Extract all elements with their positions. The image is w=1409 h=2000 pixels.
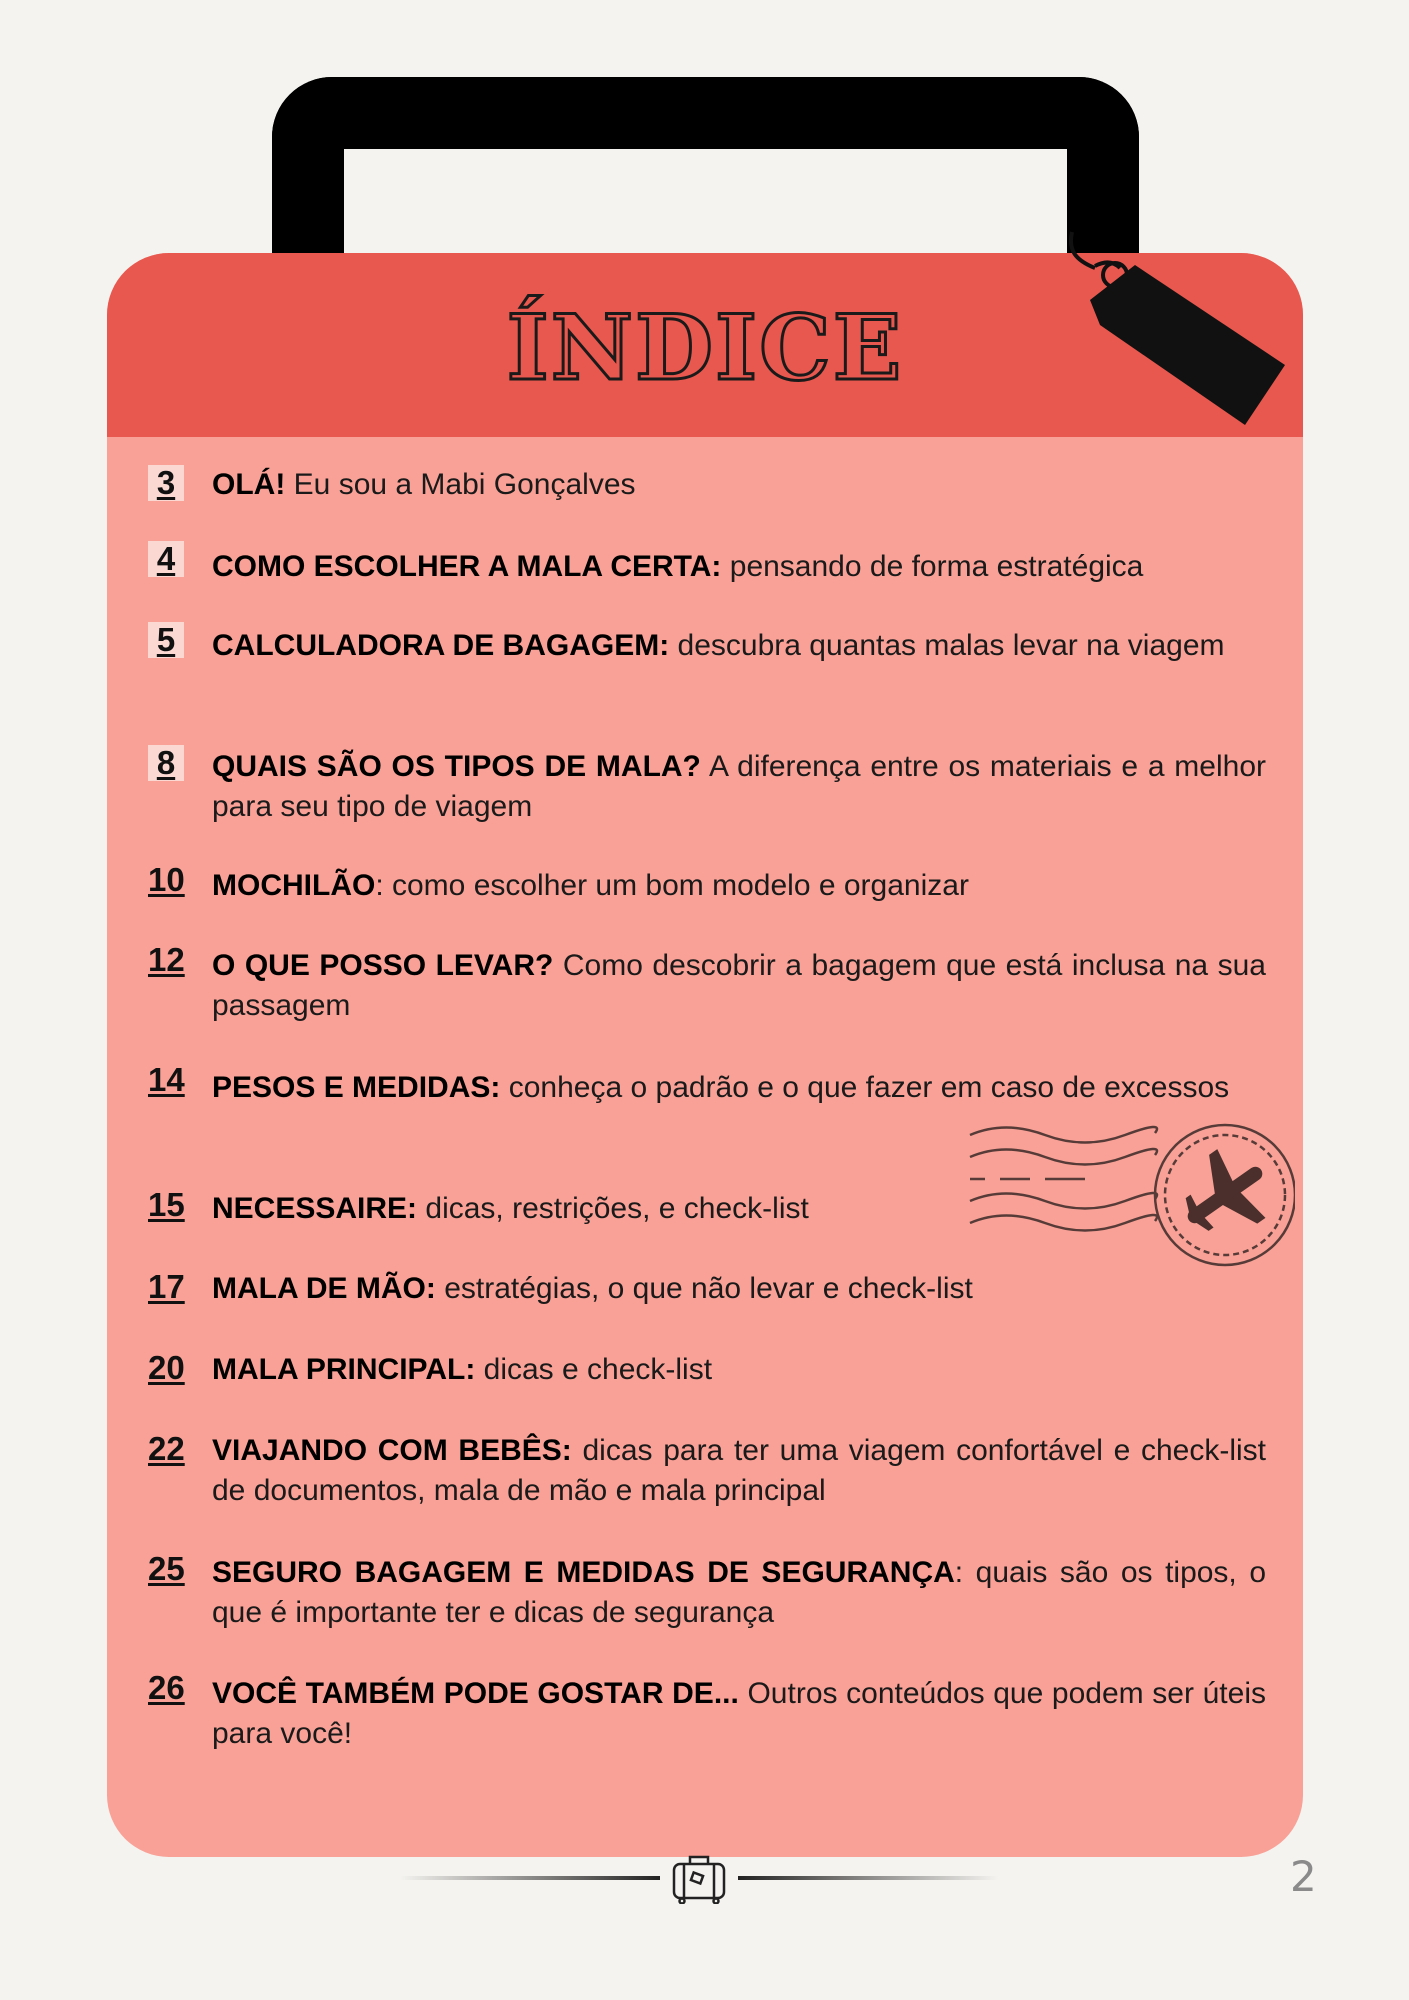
suitcase-icon — [668, 1852, 730, 1904]
toc-detail: A diferença entre os materiais e a melhor para seu tipo de viagem — [212, 750, 1267, 823]
toc-detail: pensando de forma estratégica — [721, 550, 1144, 583]
toc-detail: dicas e check-list — [475, 1353, 713, 1386]
toc-detail: : quais são os tipos, o que é importante ter e dicas de segurança — [212, 1556, 1266, 1629]
toc-page-number: 26 — [148, 1669, 185, 1706]
toc-detail: conheça o padrão e o que fazer em caso de excessos — [500, 1071, 1230, 1104]
toc-description — [212, 1269, 1266, 1309]
toc-page-number: 3 — [148, 465, 184, 501]
toc-detail: dicas, restrições, e check-list — [417, 1192, 809, 1225]
luggage-tag-icon — [1060, 230, 1300, 440]
toc-page-number: 5 — [148, 622, 184, 658]
toc-heading: MOCHILÃO — [212, 869, 376, 902]
toc-page-number: 22 — [148, 1430, 185, 1467]
toc-detail: Eu sou a Mabi Gonçalves — [285, 468, 636, 501]
toc-heading: O QUE POSSO LEVAR? — [212, 949, 554, 982]
toc-heading: PESOS E MEDIDAS: — [212, 1071, 501, 1104]
toc-description — [212, 1431, 1266, 1511]
toc-page-number: 15 — [148, 1186, 185, 1223]
toc-description — [212, 626, 1266, 666]
toc-description — [212, 1068, 1266, 1108]
toc-heading: QUAIS SÃO OS TIPOS DE MALA? — [212, 750, 701, 783]
toc-heading: OLÁ! — [212, 468, 286, 501]
toc-detail: Como descobrir a bagagem que está inclusa na sua passagem — [212, 949, 1266, 1022]
toc-detail: descubra quantas malas levar na viagem — [669, 629, 1225, 662]
toc-heading: MALA DE MÃO: — [212, 1272, 436, 1305]
footer-divider-right — [738, 1876, 998, 1880]
toc-heading: COMO ESCOLHER A MALA CERTA: — [212, 550, 722, 583]
footer-divider-left — [400, 1876, 660, 1880]
toc-description — [212, 465, 1266, 505]
toc-page-number: 25 — [148, 1550, 185, 1587]
toc-description — [212, 1350, 1266, 1390]
toc-heading: CALCULADORA DE BAGAGEM: — [212, 629, 670, 662]
toc-heading: NECESSAIRE: — [212, 1192, 418, 1225]
toc-page-number: 10 — [148, 861, 185, 898]
toc-description — [212, 747, 1266, 827]
toc-page-number: 12 — [148, 941, 185, 978]
toc-heading: MALA PRINCIPAL: — [212, 1353, 476, 1386]
toc-description — [212, 946, 1266, 1026]
toc-description — [212, 547, 1266, 587]
toc-page-number: 20 — [148, 1349, 185, 1386]
toc-detail: Outros conteúdos que podem ser úteis para você! — [212, 1677, 1266, 1750]
toc-detail: : como escolher um bom modelo e organizar — [375, 869, 969, 902]
toc-detail: dicas para ter uma viagem confortável e check-list de documentos, mala de mão e mala principal — [212, 1434, 1266, 1507]
toc-page-number: 4 — [148, 541, 184, 577]
toc-page-number: 8 — [148, 745, 184, 781]
toc-page-number: 14 — [148, 1061, 185, 1098]
page-title: ÍNDICE — [506, 295, 904, 401]
toc-description — [212, 1674, 1266, 1754]
toc-heading: VOCÊ TAMBÉM PODE GOSTAR DE... — [212, 1677, 739, 1710]
toc-page-number: 17 — [148, 1268, 185, 1305]
page-number: 2 — [1290, 1852, 1317, 1901]
toc-heading: VIAJANDO COM BEBÊS: — [212, 1434, 572, 1467]
toc-description — [212, 1553, 1266, 1633]
toc-detail: estratégias, o que não levar e check-list — [435, 1272, 973, 1305]
toc-description — [212, 866, 1266, 906]
toc-heading: SEGURO BAGAGEM E MEDIDAS DE SEGURANÇA — [212, 1556, 955, 1589]
toc-description — [212, 1189, 1052, 1229]
